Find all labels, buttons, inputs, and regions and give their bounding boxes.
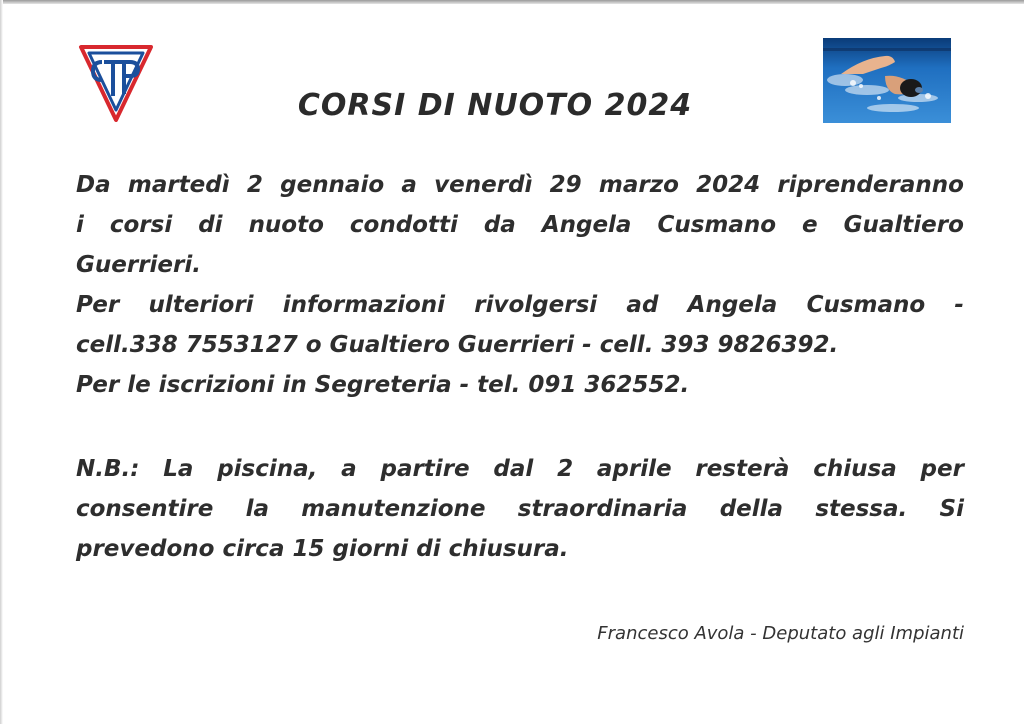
note-paragraph <box>76 449 964 569</box>
text-line-6: Per le iscrizioni in Segreteria - tel. 091 362552. <box>76 372 690 398</box>
signature: Francesco Avola - Deputato agli Impianti <box>597 623 964 644</box>
info-paragraph <box>76 165 964 405</box>
text-line-5: cell.338 7553127 o Gualtiero Guerrieri - cell. 393 9826392. <box>76 332 839 358</box>
note-line-3: prevedono circa 15 giorni di chiusura. <box>76 536 569 562</box>
note-line-1: N.B.: La piscina, a partire dal 2 aprile resterà chiusa per <box>76 456 964 482</box>
text-line-4: Per ulteriori informazioni rivolgersi ad Angela Cusmano - <box>76 292 964 318</box>
text-line-3: Guerrieri. <box>76 252 201 278</box>
page-title: CORSI DI NUOTO 2024 <box>297 88 693 123</box>
text-line-2: i corsi di nuoto condotti da Angela Cusmano e Gualtiero <box>76 212 964 238</box>
note-line-2: consentire la manutenzione straordinaria della stessa. Si <box>76 496 964 522</box>
text-line-1: Da martedì 2 gennaio a venerdì 29 marzo 2024 riprenderanno <box>76 172 964 198</box>
scan-edge-top <box>0 0 1024 4</box>
